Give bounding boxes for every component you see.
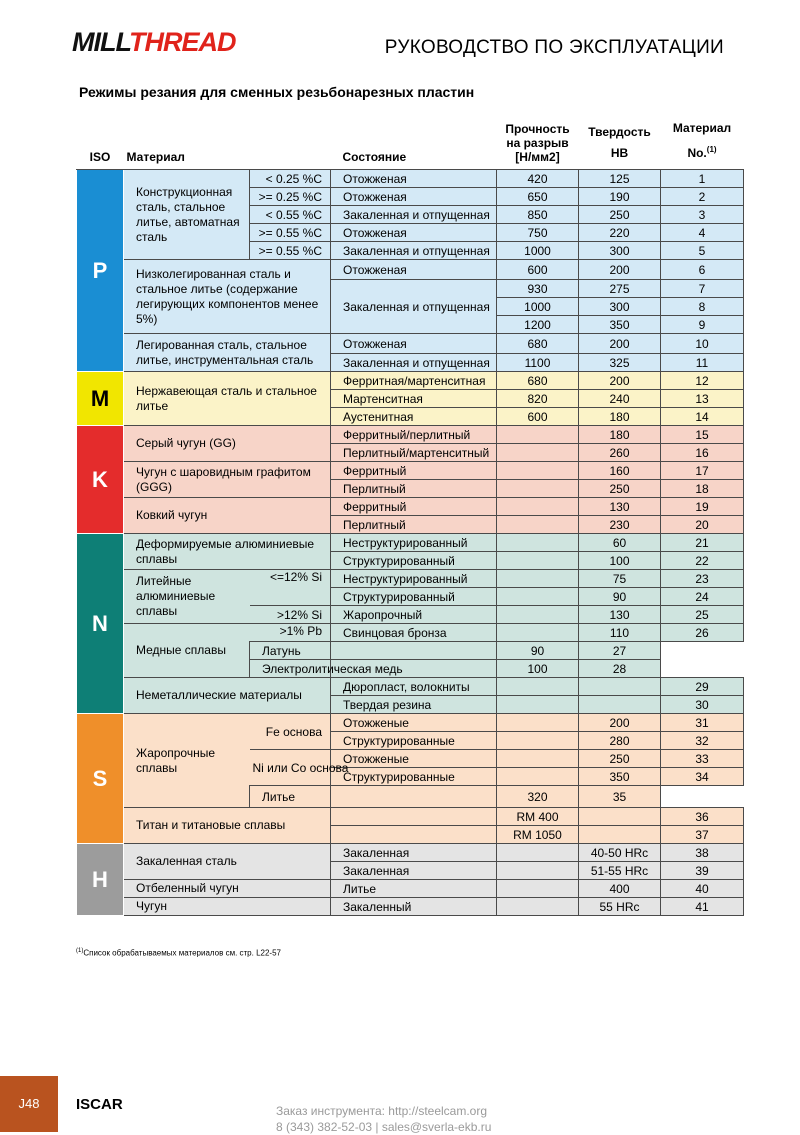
table-row (77, 170, 744, 188)
condition-cell: Ферритный (331, 498, 497, 516)
material-no-cell: 37 (661, 826, 744, 844)
strength-cell (497, 552, 579, 570)
hardness-cell: 40-50 HRc (579, 844, 661, 862)
hardness-cell (579, 826, 661, 844)
condition-cell: Структурированные (331, 768, 497, 786)
strength-cell (497, 606, 579, 624)
condition-cell: Структурированный (331, 552, 497, 570)
condition-cell: Отожженая (331, 188, 497, 206)
hardness-cell: 320 (497, 786, 579, 808)
strength-cell (497, 898, 579, 916)
strength-cell: 600 (497, 408, 579, 426)
condition-cell: Отожженая (331, 334, 497, 354)
header-state: Состояние (331, 114, 497, 170)
material-name: Жаропрочные сплавы (124, 714, 250, 808)
strength-cell (497, 516, 579, 534)
strength-cell: 680 (497, 334, 579, 354)
condition-cell: Ферритный (331, 462, 497, 480)
condition-cell: Отожженая (331, 170, 497, 188)
footnote-text: Список обрабатываемых материалов см. стр. L22-57 (83, 948, 281, 958)
table-row (77, 844, 744, 862)
strength-cell (497, 844, 579, 862)
condition-cell: Структурированные (331, 732, 497, 750)
iso-group-k: K (77, 426, 124, 534)
condition-cell: Отожженые (331, 714, 497, 732)
material-no-cell: 40 (661, 880, 744, 898)
material-no-cell: 31 (661, 714, 744, 732)
material-no-cell: 21 (661, 534, 744, 552)
iso-group-m: M (77, 372, 124, 426)
condition-cell: Отожженые (331, 750, 497, 768)
iso-group-h: H (77, 844, 124, 916)
material-no-cell: 13 (661, 390, 744, 408)
strength-cell: RM 1050 (497, 826, 579, 844)
condition-cell (331, 808, 497, 826)
strength-cell (497, 462, 579, 480)
material-no-cell: 25 (661, 606, 744, 624)
material-no-cell: 11 (661, 354, 744, 372)
material-no-cell: 19 (661, 498, 744, 516)
material-no-cell: 35 (579, 786, 661, 808)
table-row (77, 426, 744, 444)
cutting-modes-table (76, 114, 744, 916)
strength-cell (497, 696, 579, 714)
iso-group-s: S (77, 714, 124, 844)
table-row (77, 462, 744, 480)
footnote (76, 948, 281, 958)
condition-cell: Мартенситная (331, 390, 497, 408)
strength-cell (331, 642, 497, 660)
material-no-cell: 30 (661, 696, 744, 714)
material-subtype: >1% Pb (250, 624, 331, 642)
hardness-cell: 75 (579, 570, 661, 588)
strength-cell: 850 (497, 206, 579, 224)
hardness-cell (579, 678, 661, 696)
strength-cell (497, 588, 579, 606)
strength-cell: 820 (497, 390, 579, 408)
hardness-cell: 200 (579, 260, 661, 280)
header-material-no-label: Материал No. (672, 121, 732, 160)
condition-cell: Закаленный (331, 898, 497, 916)
header-hardness: Твердость HB (579, 114, 661, 170)
hardness-cell: 230 (579, 516, 661, 534)
material-no-cell: 1 (661, 170, 744, 188)
condition-cell: Дюропласт, волокниты (331, 678, 497, 696)
header-material: Материал (124, 114, 331, 170)
material-no-cell: 6 (661, 260, 744, 280)
condition-cell: Перлитный (331, 480, 497, 498)
hardness-cell: 250 (579, 750, 661, 768)
header-iso: ISO (77, 114, 124, 170)
material-no-cell: 5 (661, 242, 744, 260)
header-material-no (661, 114, 744, 170)
condition-cell (331, 826, 497, 844)
table-row (77, 498, 744, 516)
header-material-no-sup: (1) (706, 145, 717, 154)
material-no-cell: 14 (661, 408, 744, 426)
material-subtype: >= 0.55 %С (250, 224, 331, 242)
logo-part-2: THREAD (128, 27, 236, 57)
material-name: Серый чугун (GG) (124, 426, 331, 462)
condition-cell: Латунь (250, 642, 331, 660)
table-row (77, 808, 744, 826)
material-no-cell: 17 (661, 462, 744, 480)
strength-cell: 420 (497, 170, 579, 188)
hardness-cell: 125 (579, 170, 661, 188)
strength-cell (497, 732, 579, 750)
hardness-cell: 100 (579, 552, 661, 570)
table-row (77, 880, 744, 898)
hardness-cell: 250 (579, 206, 661, 224)
material-no-cell: 22 (661, 552, 744, 570)
strength-cell: 1100 (497, 354, 579, 372)
hardness-cell: 130 (579, 498, 661, 516)
material-no-cell: 15 (661, 426, 744, 444)
material-subtype: >= 0.55 %С (250, 242, 331, 260)
hardness-cell: 55 HRc (579, 898, 661, 916)
table-row (77, 534, 744, 552)
condition-cell: Структурированный (331, 588, 497, 606)
iso-group-p: P (77, 170, 124, 372)
hardness-cell: 220 (579, 224, 661, 242)
hardness-cell: 180 (579, 426, 661, 444)
table-row (77, 678, 744, 696)
document-title: РУКОВОДСТВО ПО ЭКСПЛУАТАЦИИ (384, 37, 724, 58)
strength-cell: 1000 (497, 298, 579, 316)
material-no-cell: 41 (661, 898, 744, 916)
hardness-cell: 350 (579, 316, 661, 334)
hardness-cell: 51-55 HRc (579, 862, 661, 880)
table-row (77, 260, 744, 280)
logo-part-1: MILL (72, 27, 129, 57)
strength-cell (497, 768, 579, 786)
hardness-cell: 325 (579, 354, 661, 372)
hardness-cell: 400 (579, 880, 661, 898)
material-no-cell: 2 (661, 188, 744, 206)
material-no-cell: 23 (661, 570, 744, 588)
hardness-cell: 110 (579, 624, 661, 642)
material-name: Конструкционная сталь, стальное литье, автоматная сталь (124, 170, 250, 260)
strength-cell (497, 750, 579, 768)
strength-cell (497, 498, 579, 516)
material-no-cell: 18 (661, 480, 744, 498)
material-no-cell: 3 (661, 206, 744, 224)
hardness-cell: 130 (579, 606, 661, 624)
material-no-cell: 10 (661, 334, 744, 354)
condition-cell: Ферритная/мартенситная (331, 372, 497, 390)
material-subtype: < 0.25 %С (250, 170, 331, 188)
hardness-cell: 275 (579, 280, 661, 298)
material-no-cell: 34 (661, 768, 744, 786)
hardness-cell: 180 (579, 408, 661, 426)
millthread-logo (72, 27, 235, 57)
condition-cell: Закаленная и отпущенная (331, 280, 497, 334)
condition-cell: Закаленная и отпущенная (331, 206, 497, 224)
material-name: Отбеленный чугун (124, 880, 331, 898)
material-subtype: >12% Si (250, 606, 331, 624)
condition-cell: Закаленная (331, 862, 497, 880)
header-strength: Прочность на разрыв [Н/мм2] (497, 114, 579, 170)
hardness-cell: 240 (579, 390, 661, 408)
page-number: J48 (18, 1096, 40, 1111)
hardness-cell: 100 (497, 660, 579, 678)
strength-cell (497, 534, 579, 552)
hardness-cell: 60 (579, 534, 661, 552)
hardness-cell (579, 696, 661, 714)
condition-cell: Неструктурированный (331, 570, 497, 588)
condition-cell: Отожженая (331, 260, 497, 280)
material-name: Титан и титановые сплавы (124, 808, 331, 844)
material-name: Деформируемые алюминиевые сплавы (124, 534, 331, 570)
strength-cell (497, 426, 579, 444)
section-subtitle: Режимы резания для сменных резьбонарезных пластин (79, 84, 475, 100)
condition-cell: Закаленная (331, 844, 497, 862)
material-name: Низколегированная сталь и стальное литье (содержание легирующих компонентов менее 5%) (124, 260, 331, 334)
material-no-cell: 7 (661, 280, 744, 298)
iso-group-n: N (77, 534, 124, 714)
table-body (77, 170, 744, 916)
material-subtype: Ni или Co основа (250, 750, 331, 786)
contact-line-2: 8 (343) 382-52-03 | sales@sverla-ekb.ru (276, 1120, 492, 1134)
material-no-cell: 26 (661, 624, 744, 642)
material-no-cell: 39 (661, 862, 744, 880)
strength-cell (497, 570, 579, 588)
hardness-cell: 300 (579, 298, 661, 316)
hardness-cell: 160 (579, 462, 661, 480)
strength-cell (497, 714, 579, 732)
hardness-cell: 200 (579, 714, 661, 732)
condition-cell: Аустенитная (331, 408, 497, 426)
material-name: Ковкий чугун (124, 498, 331, 534)
material-no-cell: 9 (661, 316, 744, 334)
material-no-cell: 33 (661, 750, 744, 768)
strength-cell: 650 (497, 188, 579, 206)
material-name: Неметаллические материалы (124, 678, 331, 714)
condition-cell: Свинцовая бронза (331, 624, 497, 642)
material-subtype: <=12% Si (250, 570, 331, 606)
material-no-cell: 28 (579, 660, 661, 678)
material-subtype: < 0.55 %С (250, 206, 331, 224)
strength-cell (497, 678, 579, 696)
condition-cell: Электролитическая медь (250, 660, 331, 678)
hardness-cell: 200 (579, 334, 661, 354)
material-name: Чугун с шаровидным графитом (GGG) (124, 462, 331, 498)
strength-cell (331, 786, 497, 808)
footnote-sup: (1) (76, 948, 84, 954)
material-no-cell: 24 (661, 588, 744, 606)
hardness-cell: 90 (579, 588, 661, 606)
material-subtype: >= 0.25 %С (250, 188, 331, 206)
material-no-cell: 27 (579, 642, 661, 660)
brand-name: ISCAR (76, 1096, 123, 1113)
condition-cell: Ферритный/перлитный (331, 426, 497, 444)
condition-cell: Литье (331, 880, 497, 898)
table-row (77, 624, 744, 642)
hardness-cell: 280 (579, 732, 661, 750)
strength-cell (497, 624, 579, 642)
contact-info (276, 1103, 491, 1135)
strength-cell (497, 862, 579, 880)
strength-cell: RM 400 (497, 808, 579, 826)
strength-cell: 1200 (497, 316, 579, 334)
material-name: Чугун (124, 898, 331, 916)
condition-cell: Твердая резина (331, 696, 497, 714)
material-no-cell: 20 (661, 516, 744, 534)
condition-cell: Закаленная и отпущенная (331, 354, 497, 372)
material-no-cell: 12 (661, 372, 744, 390)
hardness-cell: 200 (579, 372, 661, 390)
strength-cell: 930 (497, 280, 579, 298)
hardness-cell (579, 808, 661, 826)
strength-cell (497, 444, 579, 462)
hardness-cell: 190 (579, 188, 661, 206)
material-no-cell: 8 (661, 298, 744, 316)
table-row (77, 714, 744, 732)
hardness-cell: 90 (497, 642, 579, 660)
condition-cell: Перлитный (331, 516, 497, 534)
table-row (77, 570, 744, 588)
strength-cell: 750 (497, 224, 579, 242)
material-no-cell: 4 (661, 224, 744, 242)
condition-cell: Неструктурированный (331, 534, 497, 552)
condition-cell: Жаропрочный (331, 606, 497, 624)
table-row (77, 898, 744, 916)
material-name: Медные сплавы (124, 624, 250, 678)
material-no-cell: 29 (661, 678, 744, 696)
material-no-cell: 38 (661, 844, 744, 862)
table-row (77, 372, 744, 390)
condition-cell: Литье (250, 786, 331, 808)
contact-line-1: Заказ инструмента: http://steelcam.org (276, 1104, 488, 1118)
strength-cell (497, 880, 579, 898)
table-row (77, 334, 744, 354)
strength-cell: 600 (497, 260, 579, 280)
material-no-cell: 36 (661, 808, 744, 826)
condition-cell: Отожженая (331, 224, 497, 242)
hardness-cell: 260 (579, 444, 661, 462)
condition-cell: Закаленная и отпущенная (331, 242, 497, 260)
hardness-cell: 250 (579, 480, 661, 498)
material-name: Нержавеющая сталь и стальное литье (124, 372, 331, 426)
material-name: Литейные алюминиевые сплавы (124, 570, 250, 624)
condition-cell: Перлитный/мартенситный (331, 444, 497, 462)
strength-cell (497, 480, 579, 498)
material-subtype: Fe основа (250, 714, 331, 750)
material-name: Легированная сталь, стальное литье, инструментальная сталь (124, 334, 331, 372)
strength-cell: 680 (497, 372, 579, 390)
material-no-cell: 32 (661, 732, 744, 750)
hardness-cell: 350 (579, 768, 661, 786)
material-name: Закаленная сталь (124, 844, 331, 880)
material-no-cell: 16 (661, 444, 744, 462)
hardness-cell: 300 (579, 242, 661, 260)
strength-cell: 1000 (497, 242, 579, 260)
